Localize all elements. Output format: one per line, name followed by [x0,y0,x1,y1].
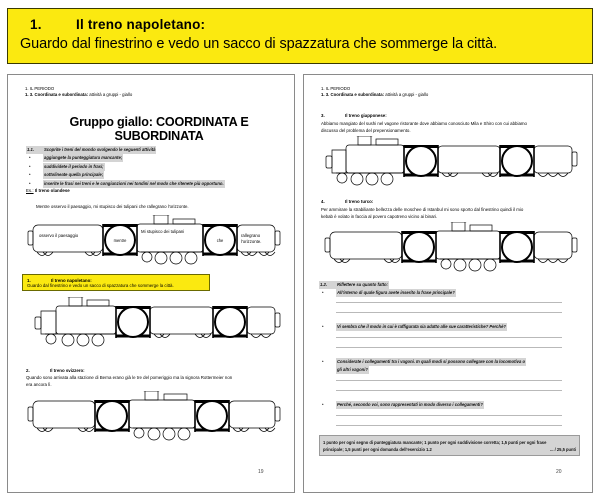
instruction-label: 1.1. [27,147,34,152]
train-diagram-exercise-1 [21,297,283,355]
score-box [319,435,580,456]
answer-rule [336,312,562,313]
right-header-line1: 1. IL PERIODO [321,86,351,91]
exercise-2-number: 2. [26,368,30,373]
exercise-4-sentence-line2: kebab è volato in faccia al povero capotreno vicino ai binari. [321,214,438,219]
left-header-line2 [25,92,132,97]
train-diagram-example [21,215,283,273]
left-header-line2-rest: attività a gruppi - giallo [88,92,133,97]
right-page-number: 20 [556,469,562,475]
reflection-question-row [319,358,526,375]
bullet-icon: • [322,359,324,364]
reflection-question-text: Considerate i collegamenti tra i vagoni. In quali modi si possono collegare con la locomotiva o [337,359,526,364]
answer-rule [336,380,562,381]
answer-rule [336,415,562,416]
exercise-4-title: Il treno turco: [345,199,374,204]
reflection-question-text: Vi sembra che il modo in cui è raffigurata sia adatto alle sue caratteristiche? Perché? [337,324,506,329]
exercise-1-number: 1. [27,277,31,283]
bullet-icon: • [29,163,31,169]
exercise-4-heading [321,198,373,205]
bullet-icon: • [322,402,324,407]
reflection-question-row [319,401,484,409]
right-header-line2-bold: 1. 3. Coordinata e subordinata: [321,92,385,97]
exercise-3-number: 3. [321,113,325,118]
exercise-2-sentence-line2: era ancora lì. [26,382,52,387]
reflection-label: 1.2. [320,282,327,287]
exercise-1-sentence: Guardo dal finestrino e vedo un sacco di spazzatura che sommerge la città. [27,282,174,288]
score-line1: 1 punto per ogni segno di punteggiatura mancante; 1 punto per ogni suddivisione corretta; 1,5 punti per ogni frase [323,439,547,445]
reflection-question-row [319,323,507,331]
reflection-question-text: All'interno di quale figura avete inserito la frase principale? [337,290,455,296]
banner-heading [30,17,205,32]
train-diagram-exercise-3 [318,136,580,194]
example-title: Il treno olandese [34,188,70,193]
score-line2-row [323,446,576,453]
example-heading [26,188,70,193]
train-wagon-label-1: osservo il paesaggio [39,233,79,238]
train-wagon-label-2: Mi stupisco dei tulipani [141,229,185,234]
reflection-question [319,401,484,409]
reflection-intro-row [319,281,456,289]
answer-rule [336,347,562,348]
score-total: ... / 25,5 punti [550,446,576,452]
instruction-item [26,171,225,179]
instruction-intro: Scoprite i treni del mondo svolgendo le seguenti attività [44,147,156,152]
exercise-4-sentence-line1: Per ammirare la strabiliante bellezza delle moschee di Istanbul mi sono sporto dal finestrino quindi il mio [321,207,524,212]
answer-rule [336,390,562,391]
yellow-title-banner [7,8,593,64]
example-label: Es.: [26,188,34,193]
instruction-item-text: aggiungete la punteggiatura mancante; [44,155,123,161]
instruction-block [26,146,225,188]
reflection-question-text: Perché, secondo voi, sono rappresentati in modo diverso i collegamenti? [337,402,483,407]
reflection-question-text-line2: gli altri vagoni? [337,367,368,373]
left-page [7,74,295,493]
example-sentence: Mentre osservo il paesaggio, mi stupisco dei tulipani che rallegrano l'orizzonte. [36,204,189,209]
reflection-block [319,281,456,298]
right-page [303,74,593,493]
train-diagram-exercise-4 [318,222,580,280]
bullet-icon: • [29,180,31,186]
page-title: Gruppo giallo: COORDINATA E SUBORDINATA [69,115,249,143]
banner-sentence: Guardo dal finestrino e vedo un sacco di spazzatura che sommerge la città. [20,36,497,52]
reflection-question [319,358,526,366]
instruction-intro-row [26,146,225,154]
instruction-item-text: suddividete il periodo in frasi; [44,163,104,169]
train-link-label-1: mentre [113,238,127,243]
right-header-line2 [321,92,428,97]
instruction-item-text: inserite le frasi nei treni e le congiunzioni nei tondini nel modo che ritenete più opportuno. [44,180,224,186]
bullet-icon: • [322,290,324,296]
reflection-intro: Riflettere su quanto fatto: [337,282,388,287]
instruction-item [26,180,225,188]
exercise-2-sentence-line1: Quando sono arrivata alla stazione di Berna erano già le tre del pomeriggio ma la signora Rottermeier non [26,375,233,380]
reflection-question [319,323,507,331]
exercise-4-number: 4. [321,199,325,204]
train-wagon-label-3: rallegrano l'orizzonte. [241,233,262,244]
exercise-3-heading [321,112,387,119]
exercise-1-title: Il treno napoletano: [51,277,92,283]
answer-rule [336,337,562,338]
answer-rule [336,425,562,426]
exercise-3-sentence-line1: Abbiamo mangiato del sushi nel vagone ristorante dove abbiamo conosciuto Mila e Shiro con cui abbiamo [321,121,527,126]
train-diagram-exercise-2 [21,391,283,449]
reflection-question [319,289,456,297]
banner-number: 1. [30,17,42,32]
instruction-item-text: sottolineate quella principale; [44,172,104,178]
exercise-1-yellow-box [22,274,210,291]
left-header-line1: 1. IL PERIODO [25,86,55,91]
reflection-question-cont [319,366,526,374]
instruction-item [26,154,225,162]
exercise-2-title: Il treno svizzero: [50,368,85,373]
instruction-item [26,163,225,171]
score-line2: principale; 1,5 punti per ogni domanda dell'esercizio 1.2 [323,446,432,452]
banner-title: Il treno napoletano: [76,17,206,32]
bullet-icon: • [322,324,324,329]
left-header-line2-bold: 1. 3. Coordinata e subordinata: [25,92,89,97]
bullet-icon: • [29,155,31,161]
bullet-icon: • [29,172,31,178]
answer-rule [336,302,562,303]
exercise-3-title: Il treno giapponese: [345,113,387,118]
left-page-number: 19 [258,469,264,475]
right-header-line2-rest: attività a gruppi - giallo [384,92,429,97]
exercise-3-sentence-line2: discusso del problema del prepensionamento. [321,128,411,133]
train-link-label-2: che [216,238,224,243]
